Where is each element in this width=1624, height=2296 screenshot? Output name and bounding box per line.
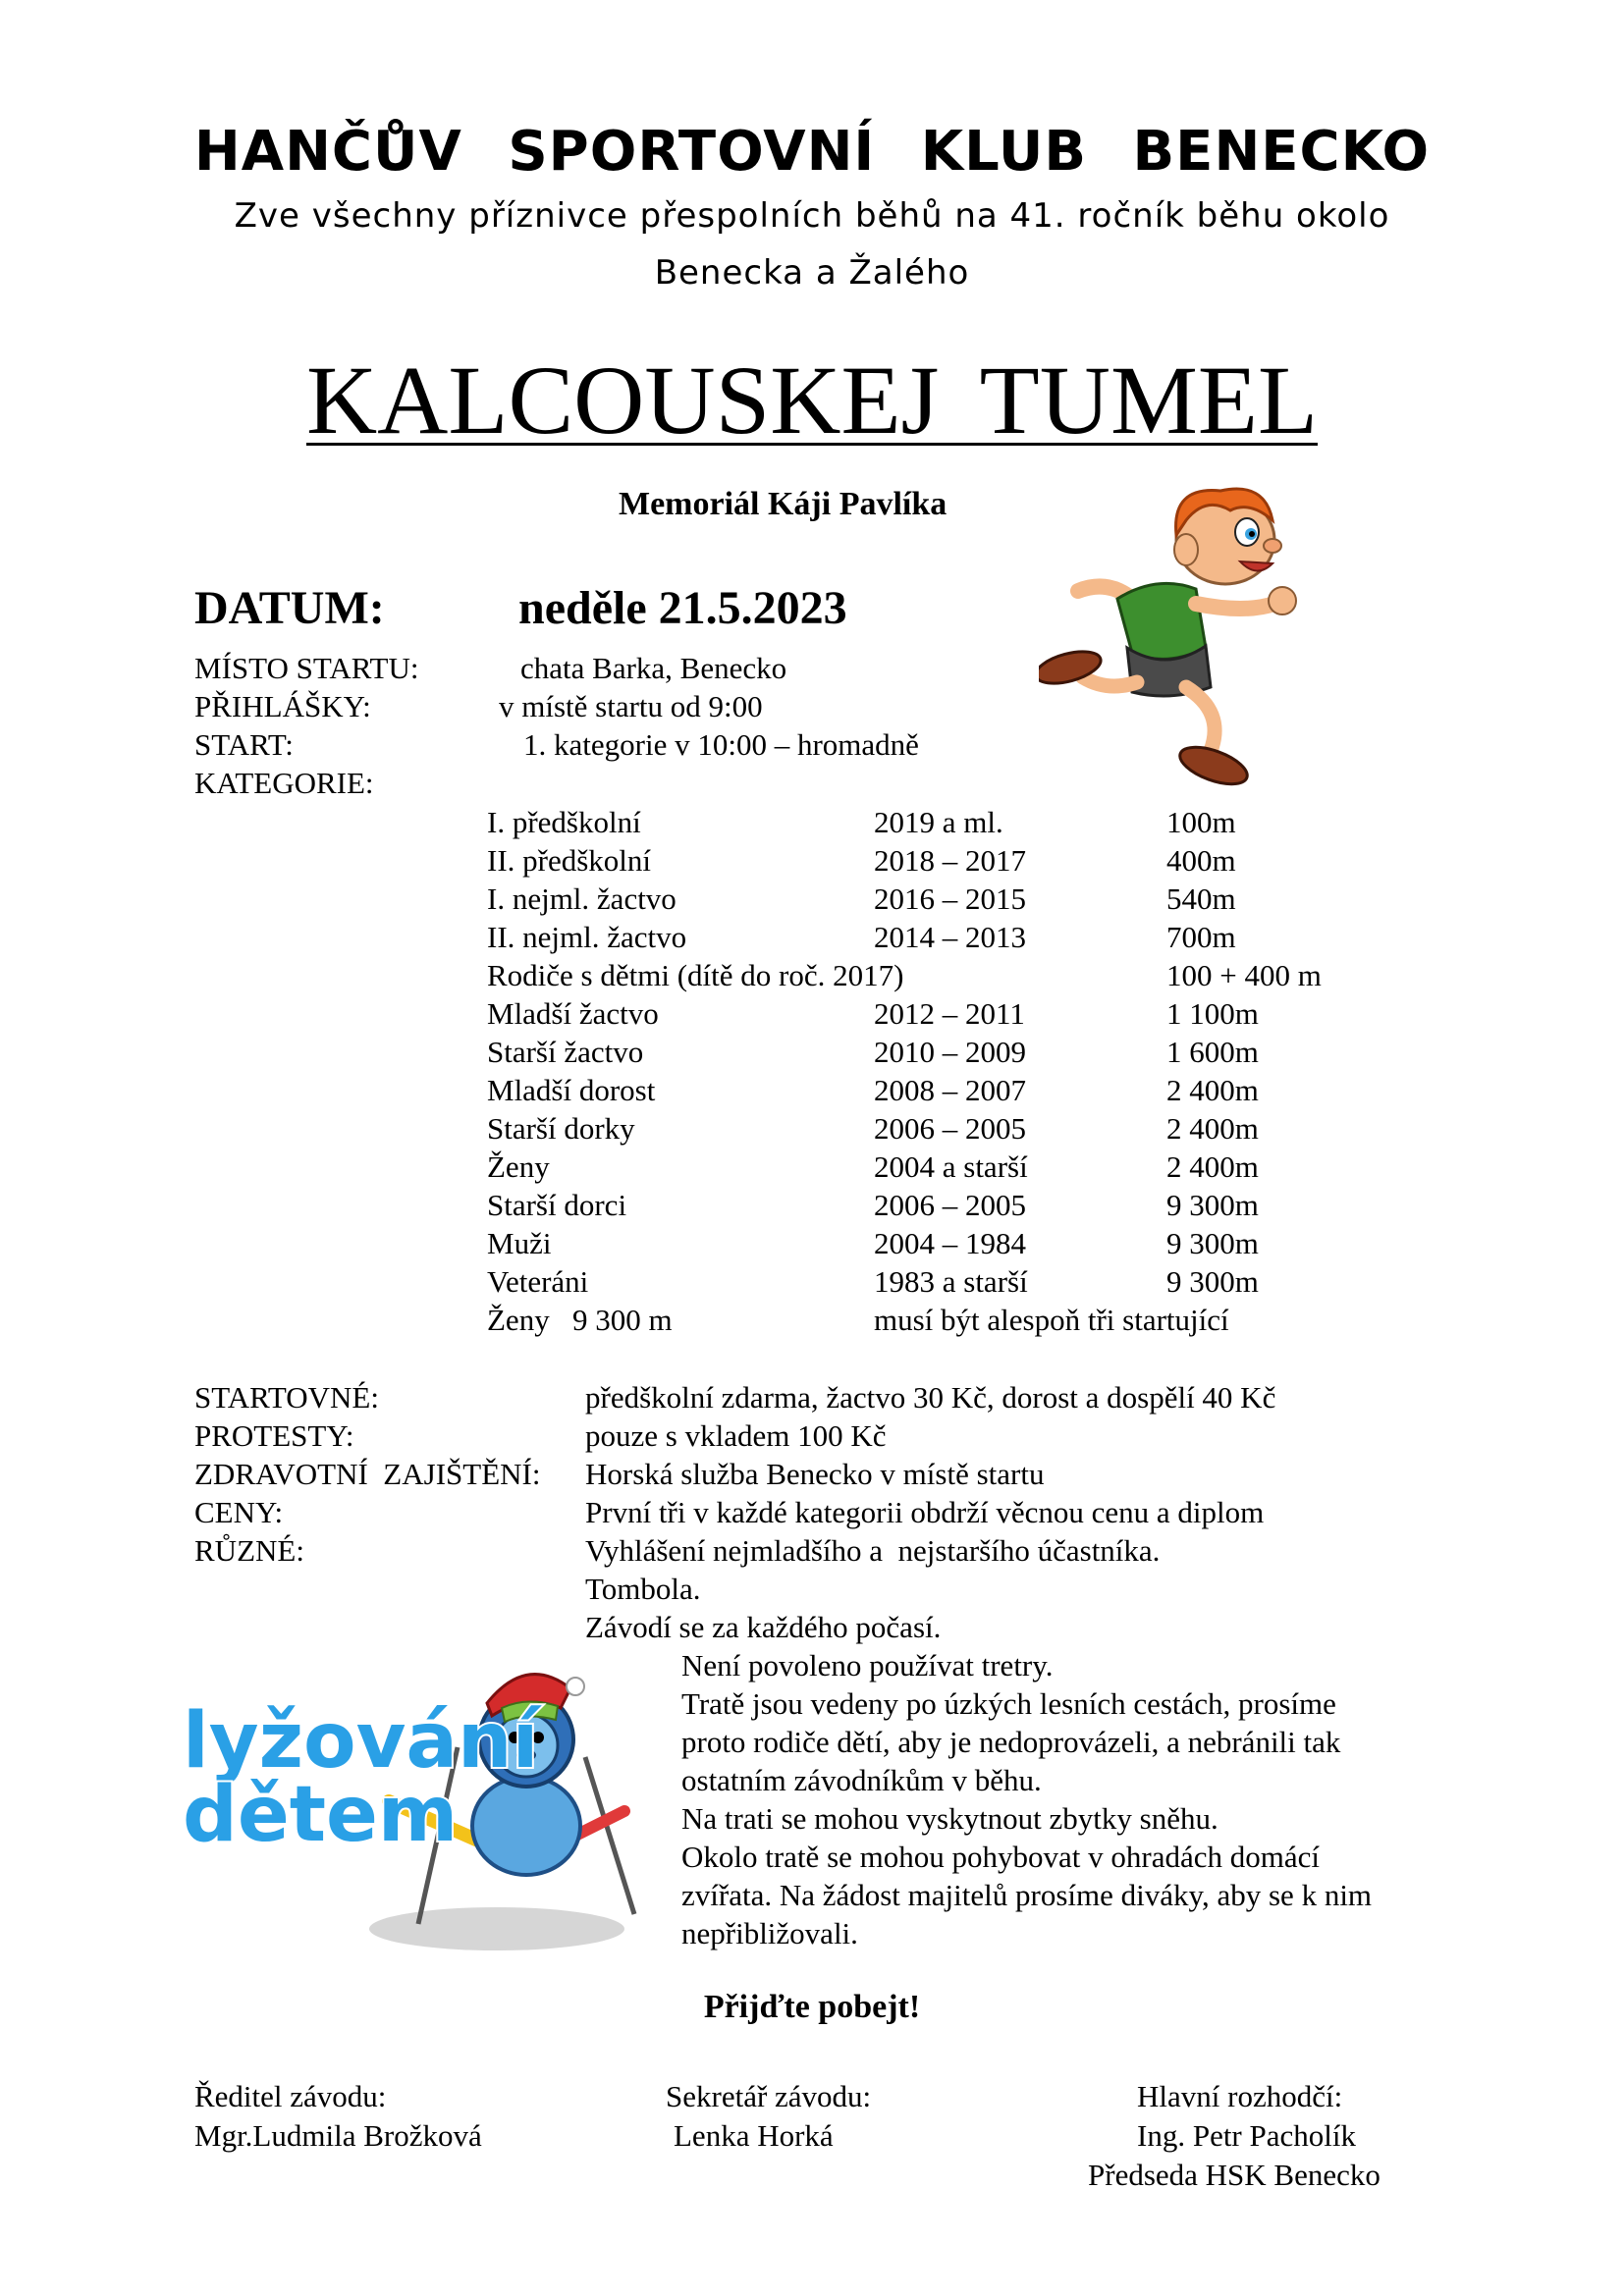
category-distance: 9 300m bbox=[1166, 1226, 1259, 1260]
category-name: Rodiče s dětmi (dítě do roč. 2017) bbox=[487, 958, 904, 992]
prizes-value: První tři v každé kategorii obdrží věcnou cenu a diplom bbox=[585, 1495, 1265, 1529]
categories-label: KATEGORIE: bbox=[194, 766, 374, 800]
category-name: Starší dorky bbox=[487, 1111, 635, 1146]
closing-text: Přijďte pobejt! bbox=[703, 1989, 921, 2025]
note-line: Na trati se mohou vyskytnout zbytky sněhu. bbox=[681, 1801, 1218, 1836]
category-distance: 1 100m bbox=[1166, 996, 1259, 1031]
misc-label: RŮZNÉ: bbox=[194, 1533, 304, 1568]
category-name: I. nejml. žactvo bbox=[487, 881, 677, 916]
category-years: 2006 – 2005 bbox=[874, 1188, 1026, 1222]
event-title: KALCOUSKEJ TUMEL bbox=[305, 346, 1319, 454]
registration-label: PŘIHLÁŠKY: bbox=[194, 689, 371, 723]
medical-label: ZDRAVOTNÍ ZAJIŠTĚNÍ: bbox=[194, 1457, 541, 1491]
running-boy-illustration bbox=[1039, 481, 1333, 805]
category-distance: 9 300m bbox=[1166, 1188, 1259, 1222]
fee-label: STARTOVNÉ: bbox=[194, 1380, 379, 1415]
start-value: 1. kategorie v 10:00 – hromadně bbox=[523, 727, 919, 762]
medical-value: Horská služba Benecko v místě startu bbox=[585, 1457, 1045, 1491]
memorial-subtitle: Memoriál Káji Pavlíka bbox=[619, 486, 947, 522]
note-line: nepřibližovali. bbox=[681, 1916, 858, 1950]
category-years: 2014 – 2013 bbox=[874, 920, 1026, 954]
secretary-role: Sekretář závodu: bbox=[666, 2079, 872, 2113]
category-distance: 400m bbox=[1166, 843, 1236, 878]
category-name: II. nejml. žactvo bbox=[487, 920, 687, 954]
category-distance: 2 400m bbox=[1166, 1073, 1259, 1107]
protests-value: pouze s vkladem 100 Kč bbox=[585, 1418, 887, 1453]
invitation-line-1: Zve všechny příznivce přespolních běhů na 41. ročník běhu okolo bbox=[234, 196, 1390, 236]
category-years: 2008 – 2007 bbox=[874, 1073, 1026, 1107]
date-label: DATUM: bbox=[194, 582, 385, 634]
director-role: Ředitel závodu: bbox=[194, 2079, 387, 2113]
logo-line-1: lyžování bbox=[183, 1697, 539, 1786]
logo-line-2: dětem bbox=[183, 1771, 459, 1859]
start-place-label: MÍSTO STARTU: bbox=[194, 651, 419, 685]
prizes-label: CENY: bbox=[194, 1495, 284, 1529]
club-name: HANČŮV SPORTOVNÍ KLUB BENECKO bbox=[193, 120, 1431, 184]
category-name: Starší žactvo bbox=[487, 1035, 644, 1069]
note-line: zvířata. Na žádost majitelů prosíme diváky, aby se k nim bbox=[681, 1878, 1373, 1912]
category-distance: 9 300m bbox=[1166, 1264, 1259, 1299]
category-name: Mladší žactvo bbox=[487, 996, 659, 1031]
category-name: Starší dorci bbox=[487, 1188, 627, 1222]
category-name: Mladší dorost bbox=[487, 1073, 656, 1107]
note-line: Není povoleno používat tretry. bbox=[681, 1648, 1054, 1682]
category-distance: 100 + 400 m bbox=[1166, 958, 1322, 992]
category-years: musí být alespoň tři startující bbox=[874, 1303, 1229, 1337]
category-distance: 1 600m bbox=[1166, 1035, 1259, 1069]
note-line: ostatním závodníkům v běhu. bbox=[681, 1763, 1042, 1797]
category-distance: 540m bbox=[1166, 881, 1236, 916]
category-years: 2019 a ml. bbox=[874, 805, 1003, 839]
category-years: 2016 – 2015 bbox=[874, 881, 1026, 916]
category-distance: 2 400m bbox=[1166, 1149, 1259, 1184]
category-years: 2018 – 2017 bbox=[874, 843, 1026, 878]
category-years: 2012 – 2011 bbox=[874, 996, 1025, 1031]
secretary-name: Lenka Horká bbox=[674, 2118, 834, 2153]
category-name: I. předškolní bbox=[487, 805, 641, 839]
start-place-value: chata Barka, Benecko bbox=[520, 651, 787, 685]
referee-role: Hlavní rozhodčí: bbox=[1137, 2079, 1343, 2113]
note-line: Okolo tratě se mohou pohybovat v ohradách domácí bbox=[681, 1840, 1320, 1874]
note-line: Tombola. bbox=[585, 1572, 701, 1606]
referee-name: Ing. Petr Pacholík bbox=[1137, 2118, 1356, 2153]
note-line: Závodí se za každého počasí. bbox=[585, 1610, 942, 1644]
registration-value: v místě startu od 9:00 bbox=[499, 689, 763, 723]
date-value: neděle 21.5.2023 bbox=[518, 582, 847, 634]
category-distance: 2 400m bbox=[1166, 1111, 1259, 1146]
category-distance: 100m bbox=[1166, 805, 1236, 839]
category-years: 2004 a starší bbox=[874, 1149, 1028, 1184]
lyzovani-detem-logo bbox=[173, 1659, 664, 1953]
start-label: START: bbox=[194, 727, 294, 762]
category-years: 2004 – 1984 bbox=[874, 1226, 1026, 1260]
misc-value: Vyhlášení nejmladšího a nejstaršího účastníka. bbox=[585, 1533, 1161, 1568]
category-name: Ženy 9 300 m bbox=[487, 1303, 673, 1337]
category-name: Veteráni bbox=[487, 1264, 589, 1299]
category-name: Muži bbox=[487, 1226, 552, 1260]
invitation-line-2: Benecka a Žalého bbox=[654, 253, 970, 293]
category-name: Ženy bbox=[487, 1149, 550, 1184]
note-line: proto rodiče dětí, aby je nedoprovázeli, a nebránili tak bbox=[681, 1725, 1341, 1759]
category-years: 1983 a starší bbox=[874, 1264, 1028, 1299]
referee-title: Předseda HSK Benecko bbox=[1088, 2158, 1380, 2192]
category-name: II. předškolní bbox=[487, 843, 652, 878]
note-line: Tratě jsou vedeny po úzkých lesních cestách, prosíme bbox=[681, 1686, 1336, 1721]
category-years: 2010 – 2009 bbox=[874, 1035, 1026, 1069]
director-name: Mgr.Ludmila Brožková bbox=[194, 2118, 482, 2153]
category-years: 2006 – 2005 bbox=[874, 1111, 1026, 1146]
fee-value: předškolní zdarma, žactvo 30 Kč, dorost a dospělí 40 Kč bbox=[585, 1380, 1276, 1415]
category-distance: 700m bbox=[1166, 920, 1236, 954]
protests-label: PROTESTY: bbox=[194, 1418, 354, 1453]
